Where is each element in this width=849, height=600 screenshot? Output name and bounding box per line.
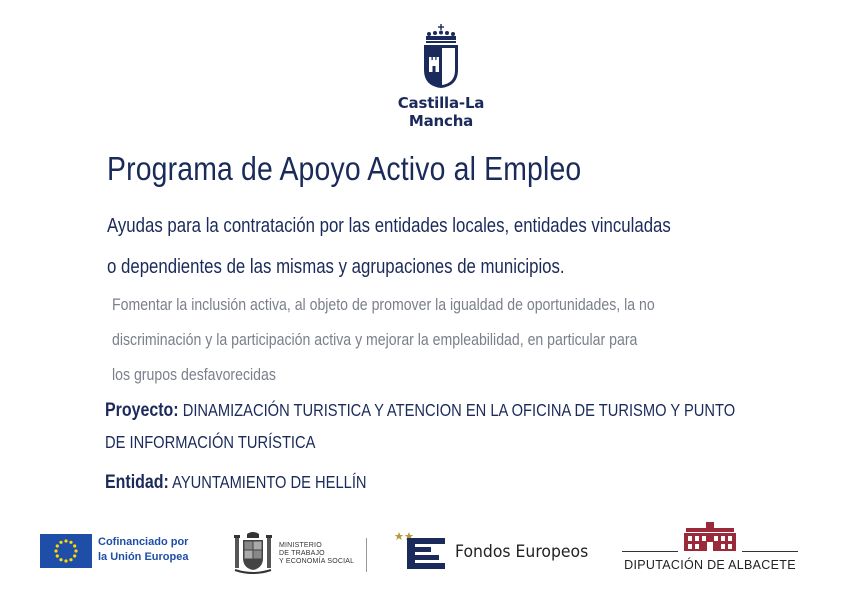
ministry-line-3: Y ECONOMÍA SOCIAL bbox=[279, 558, 355, 565]
brand-name: Castilla-La Mancha bbox=[397, 94, 485, 130]
subtitle-line-1: Ayudas para la contratación por las entidades locales, entidades vinculadas bbox=[107, 215, 671, 237]
project-value-1: DINAMIZACIÓN TURISTICA Y ATENCION EN LA OFICINA DE TURISMO Y PUNTO bbox=[182, 400, 736, 420]
ministry-divider bbox=[366, 538, 367, 572]
footer-logos bbox=[0, 520, 849, 600]
eu-flag-icon bbox=[40, 534, 92, 568]
description-line-2: discriminación y la participación activa y mejorar la empleabilidad, en particular para bbox=[112, 331, 638, 349]
subtitle-line-2: o dependientes de las mismas y agrupaciones de municipios. bbox=[107, 256, 565, 278]
description-line-1: Fomentar la inclusión activa, al objeto de promover la igualdad de oportunidades, la no bbox=[112, 296, 655, 314]
fondos-europeos-icon bbox=[393, 532, 451, 574]
diputacion-line-right bbox=[742, 551, 798, 552]
description-line-3: los grupos desfavorecidas bbox=[112, 366, 276, 384]
diputacion-text: DIPUTACIÓN DE ALBACETE bbox=[624, 558, 796, 572]
diputacion-building-icon bbox=[682, 522, 738, 554]
project-value-2: DE INFORMACIÓN TURÍSTICA bbox=[105, 432, 316, 452]
entity-value: AYUNTAMIENTO DE HELLÍN bbox=[172, 472, 367, 492]
spain-coat-of-arms-icon bbox=[232, 530, 274, 574]
eu-text-line-1: Cofinanciado por bbox=[98, 536, 189, 548]
castilla-la-mancha-logo bbox=[370, 24, 512, 130]
castilla-la-mancha-emblem-icon bbox=[419, 24, 463, 90]
eu-text bbox=[98, 535, 228, 565]
project-label: Proyecto: bbox=[105, 400, 179, 421]
diputacion-line-left bbox=[622, 551, 678, 552]
fondos-europeos-text: Fondos Europeos bbox=[455, 542, 589, 562]
ministry-line-1: MINISTERIO bbox=[279, 542, 322, 549]
eu-text-line-2: la Unión Europea bbox=[98, 551, 189, 563]
entity-label: Entidad: bbox=[105, 472, 169, 493]
project-line-1 bbox=[105, 400, 743, 422]
page-title: Programa de Apoyo Activo al Empleo bbox=[107, 150, 582, 187]
ministry-text bbox=[279, 542, 369, 566]
entity-line bbox=[105, 472, 743, 494]
ministry-line-2: DE TRABAJO bbox=[279, 550, 325, 557]
